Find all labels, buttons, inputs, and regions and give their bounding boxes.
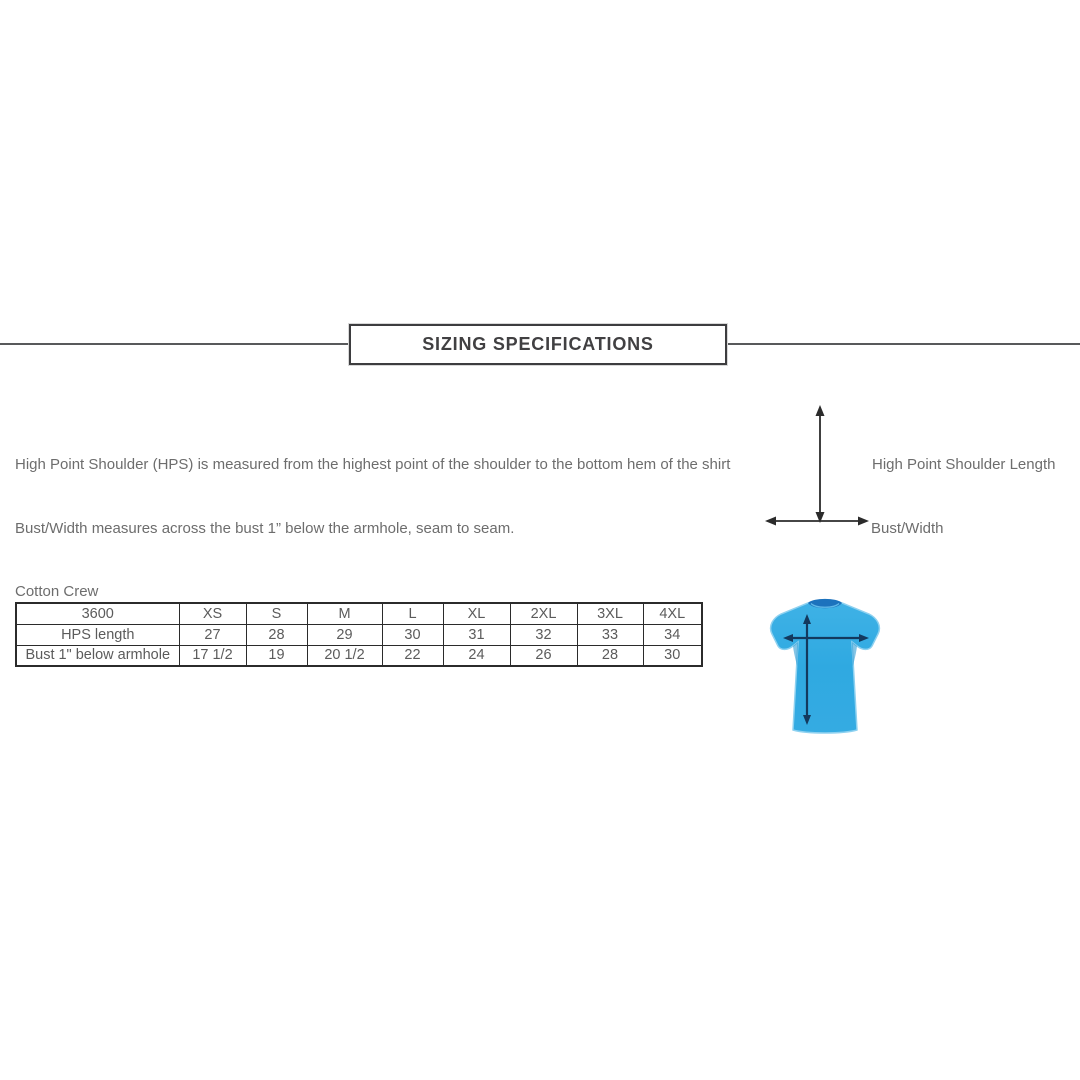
bust-description: Bust/Width measures across the bust 1” below the armhole, seam to seam.: [15, 520, 515, 537]
tshirt-image: [757, 592, 893, 737]
size-header-cell: XL: [443, 603, 510, 624]
value-cell: 17 1/2: [179, 645, 246, 666]
value-cell: 20 1/2: [307, 645, 382, 666]
value-cell: 22: [382, 645, 443, 666]
hps-arrow-label: High Point Shoulder Length: [872, 456, 1056, 473]
value-cell: 27: [179, 624, 246, 645]
hps-description: High Point Shoulder (HPS) is measured from the highest point of the shoulder to the bottom hem of the shirt: [15, 456, 731, 473]
style-number-cell: 3600: [16, 603, 179, 624]
size-table: [15, 602, 703, 667]
value-cell: 31: [443, 624, 510, 645]
value-cell: 33: [577, 624, 643, 645]
size-header-cell: 2XL: [510, 603, 577, 624]
value-cell: 29: [307, 624, 382, 645]
size-header-cell: L: [382, 603, 443, 624]
table-row-hps-length: [16, 624, 702, 645]
size-header-cell: 4XL: [643, 603, 702, 624]
value-cell: 28: [246, 624, 307, 645]
horizontal-measure-arrow-icon: [764, 513, 870, 529]
section-title-box: [349, 324, 727, 365]
row-label-cell: HPS length: [16, 624, 179, 645]
table-caption: Cotton Crew: [15, 583, 99, 600]
value-cell: 24: [443, 645, 510, 666]
value-cell: 30: [382, 624, 443, 645]
value-cell: 19: [246, 645, 307, 666]
size-header-cell: M: [307, 603, 382, 624]
value-cell: 32: [510, 624, 577, 645]
table-header-row: [16, 603, 702, 624]
value-cell: 30: [643, 645, 702, 666]
vertical-measure-arrow-icon: [811, 404, 829, 524]
size-header-cell: S: [246, 603, 307, 624]
table-row-bust-width: [16, 645, 702, 666]
row-label-cell: Bust 1" below armhole: [16, 645, 179, 666]
value-cell: 26: [510, 645, 577, 666]
size-header-cell: 3XL: [577, 603, 643, 624]
bust-arrow-label: Bust/Width: [871, 520, 944, 537]
size-header-cell: XS: [179, 603, 246, 624]
value-cell: 28: [577, 645, 643, 666]
page-title: SIZING SPECIFICATIONS: [422, 334, 654, 354]
tshirt-body: [771, 600, 880, 733]
value-cell: 34: [643, 624, 702, 645]
